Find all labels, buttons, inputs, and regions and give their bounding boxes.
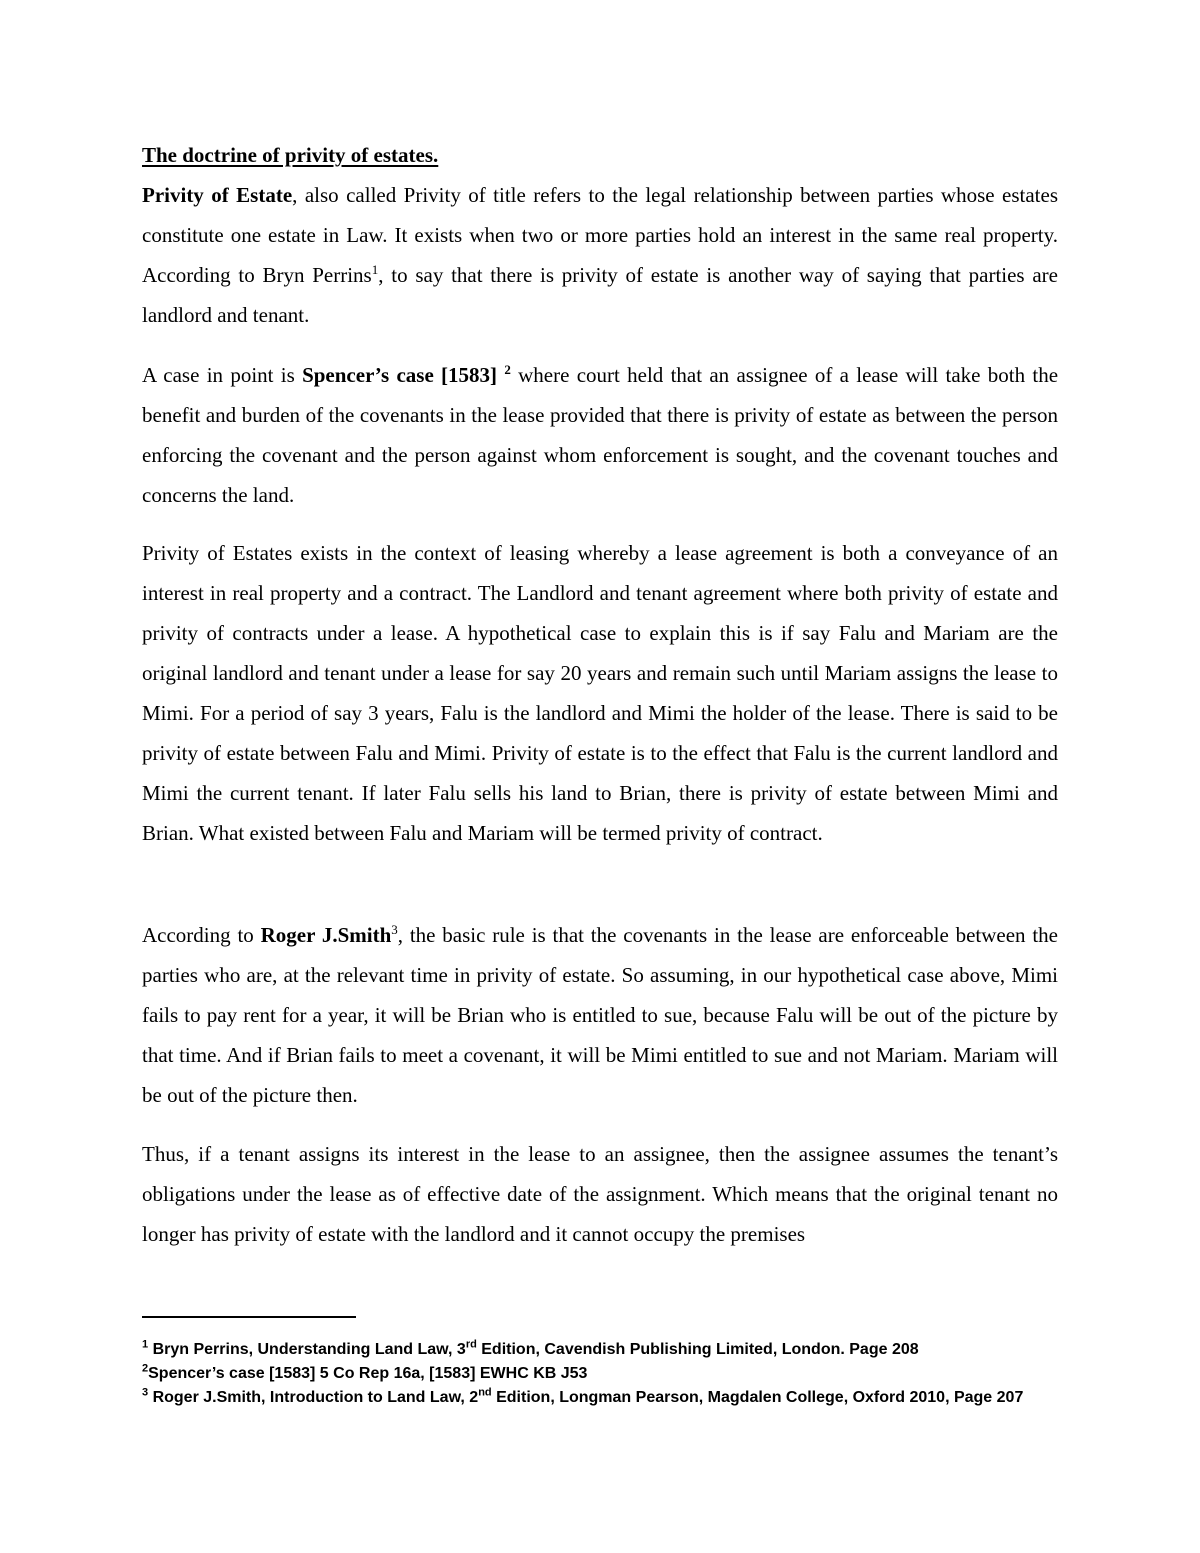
footnote-reference: 2 [504, 362, 511, 377]
bold-case-name: Spencer’s case [1583] [302, 363, 498, 387]
footnote-text: Bryn Perrins, Understanding Land Law, 3 [148, 1341, 466, 1358]
footnote-3 [142, 1386, 1082, 1410]
footnote-text: Spencer’s case [1583] 5 Co Rep 16a, [1583] EWHC KB J53 [148, 1365, 588, 1382]
footnote-reference: 1 [371, 262, 379, 277]
footnote-reference: 3 [391, 922, 398, 937]
footnote-ordinal: rd [465, 1338, 477, 1351]
paragraph-text: Privity of Estates exists in the context of leasing whereby a lease agreement is both a conveyance of an interest in real property and a contract. The Landlord and tenant agreement where both privity of estate and privity of contracts under a lease. A hypothetical case to explain this is if say Falu and Mariam are the original landlord and tenant under a lease for say 20 years and remain such until Mariam assigns the lease to Mimi. For a period of say 3 years, Falu is the landlord and Mimi the holder of the lease. There is said to be privity of estate between Falu and Mimi. Privity of estate is to the effect that Falu is the current landlord and Mimi the current tenant. If later Falu sells his land to Brian, there is privity of estate between Mimi and Brian. What existed between Falu and Mariam will be termed privity of contract. [142, 541, 1058, 845]
paragraph-text-segment: According to [142, 923, 261, 947]
footnote-1 [142, 1338, 1082, 1362]
bold-term: Privity of Estate [142, 183, 293, 207]
footnote-number: 2 [142, 1362, 149, 1375]
paragraph-text-segment: , the basic rule is that the covenants in the lease are enforceable between the parties who are, at the relevant time in privity of estate. So assuming, in our hypothetical case above, Mimi fails to pay rent for a year, it will be Brian who is entitled to sue, because Falu will be out of the picture by that time. And if Brian fails to meet a covenant, it will be Mimi entitled to sue and not Mariam. Mariam will be out of the picture then. [142, 923, 1058, 1107]
paragraph-text [142, 915, 1058, 1115]
footnote-text: Roger J.Smith, Introduction to Land Law, 2 [148, 1389, 479, 1406]
footnote-number: 1 [142, 1338, 149, 1351]
document-title: The doctrine of privity of estates. [142, 143, 439, 167]
footnote-2 [142, 1362, 1082, 1386]
paragraph-text-segment: , to say that there is privity of estate is another way of saying that parties are landlord and tenant. [142, 263, 1058, 327]
footnote-divider [142, 1316, 356, 1318]
paragraph-privity-definition [142, 175, 1058, 335]
footnote-text: Edition, Longman Pearson, Magdalen College, Oxford 2010, Page 207 [491, 1389, 1024, 1406]
footnotes [142, 1338, 1082, 1410]
footnote-ordinal: nd [478, 1386, 492, 1399]
paragraph-text-segment: , also called Privity of title refers to the legal relationship between parties whose estates constitute one estate in Law. It exists when two or more parties hold an interest in the same real property. According to Bryn Perrins [142, 183, 1058, 287]
paragraph-text-segment: A case in point is [142, 363, 303, 387]
footnote-text: Edition, Cavendish Publishing Limited, London. Page 208 [476, 1341, 919, 1358]
paragraph-roger-smith [142, 915, 1058, 1115]
paragraph-leasing-context [142, 533, 1058, 853]
paragraph-text-segment: where court held that an assignee of a lease will take both the benefit and burden of the covenants in the lease provided that there is privity of estate as between the person enforcing the covenant and the person against whom enforcement is sought, and the covenant touches and concerns the land. [142, 363, 1059, 507]
paragraph-text [142, 175, 1058, 335]
footnote-number: 3 [142, 1386, 149, 1399]
paragraph-text [142, 355, 1058, 515]
bold-author-name: Roger J.Smith [260, 923, 392, 947]
paragraph-spencers-case [142, 355, 1058, 515]
paragraph-text: Thus, if a tenant assigns its interest in the lease to an assignee, then the assignee assumes the tenant’s obligations under the lease as of effective date of the assignment. Which means that the original tenant no longer has privity of estate with the landlord and it cannot occupy the premises [142, 1142, 1058, 1246]
paragraph-assignment [142, 1134, 1058, 1254]
